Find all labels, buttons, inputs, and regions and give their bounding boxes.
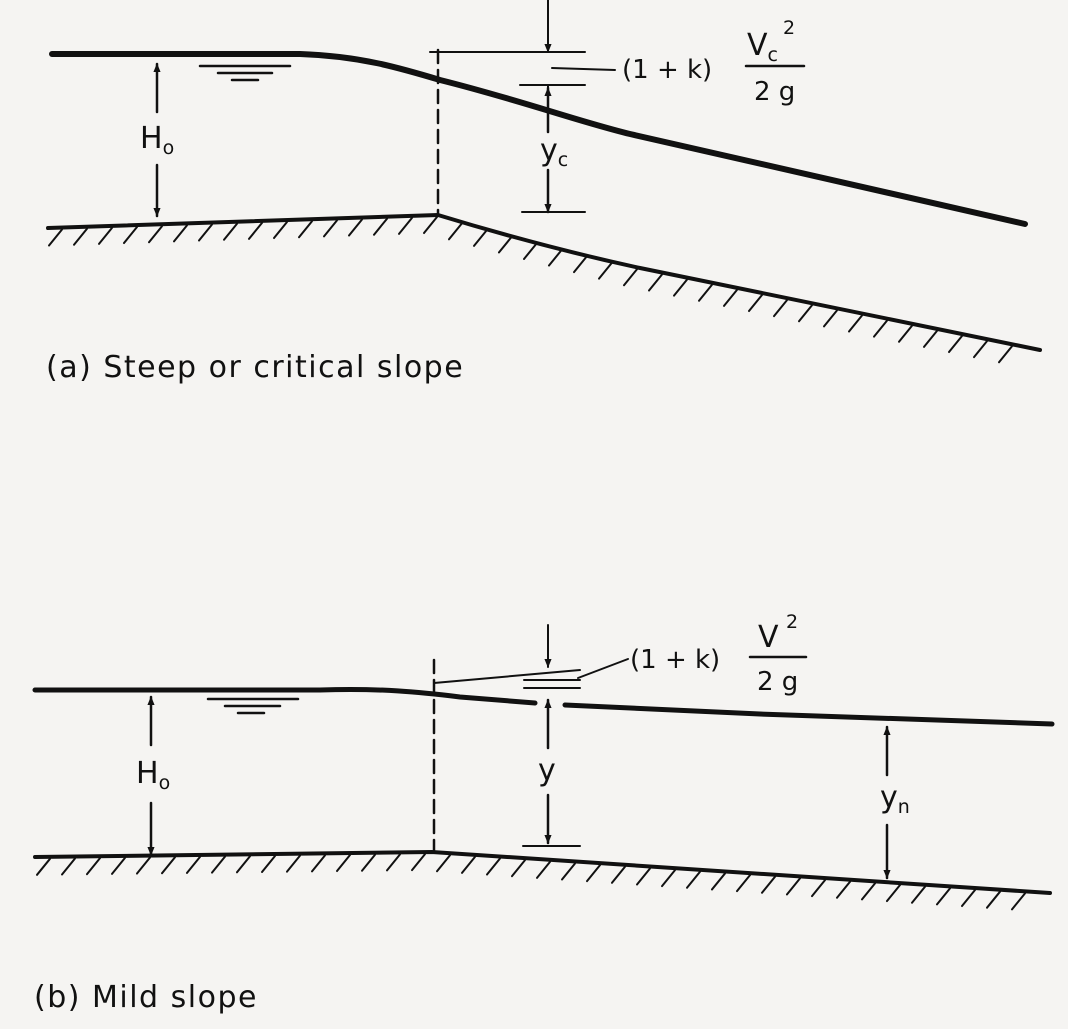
bed-hatch-mark xyxy=(424,217,437,233)
bed-hatch-mark xyxy=(637,868,650,884)
svg-text:Vc: $V_c$ xyxy=(747,28,778,66)
bed-hatch-mark xyxy=(474,230,487,246)
bed-hatch-mark xyxy=(624,269,637,285)
bed-hatch-mark xyxy=(824,310,837,326)
bed-hatch-mark xyxy=(762,877,775,893)
head-label-b: $H_o$ xyxy=(136,756,171,794)
depth-label-b: y xyxy=(538,753,556,788)
bed-hatch-mark xyxy=(649,275,662,291)
bed-hatch-mark xyxy=(924,331,937,347)
bed-hatch-mark xyxy=(512,860,525,876)
water-level-symbol-b xyxy=(208,699,298,713)
bed-hatch-mark xyxy=(449,223,462,239)
bed-hatch-mark xyxy=(949,336,962,352)
bed-hatch-mark xyxy=(787,878,800,894)
velocity-head-dimension-b xyxy=(434,625,628,688)
bed-hatch-mark xyxy=(162,857,175,873)
bed-hatch-mark xyxy=(812,880,825,896)
caption-b: (b) Mild slope xyxy=(34,980,258,1015)
bed-hatch-mark xyxy=(137,858,150,874)
bed-hatch-mark xyxy=(249,223,262,239)
bed-hatch-mark xyxy=(274,222,287,238)
bed-hatch-mark xyxy=(724,290,737,306)
velocity-head-formula-a xyxy=(622,17,804,107)
bed-hatch-mark xyxy=(349,220,362,236)
bed-hatch-mark xyxy=(362,855,375,871)
bed-hatch-mark xyxy=(849,316,862,332)
svg-text:2: 2 xyxy=(783,17,796,39)
bed-hatch-mark xyxy=(774,300,787,316)
bed-hatch-mark xyxy=(437,855,450,871)
bed-hatch-mark xyxy=(37,859,50,875)
svg-text:(1 + k): (1 + k) xyxy=(630,645,721,675)
bed-hatch-mark xyxy=(187,857,200,873)
svg-text:(1 + k): (1 + k) xyxy=(622,55,713,85)
bed-hatch-mark xyxy=(124,227,137,243)
normal-depth-label-b: $y_n$ xyxy=(880,780,910,818)
bed-hatch-mark xyxy=(462,857,475,873)
bed-hatch-mark xyxy=(412,854,425,870)
bed-hatch-mark xyxy=(99,228,112,244)
bed-hatch-mark xyxy=(837,882,850,898)
critical-depth-label-a: $y_c$ xyxy=(540,133,569,171)
bed-hatch-mark xyxy=(612,867,625,883)
bed-hatch-mark xyxy=(899,326,912,342)
bed-hatch-mark xyxy=(599,263,612,279)
bed-hatch-mark xyxy=(237,856,250,872)
bed-hatch-mark xyxy=(1012,893,1025,909)
water-level-symbol-a xyxy=(200,66,290,80)
bed-hatch-mark xyxy=(87,858,100,874)
panel-b xyxy=(34,611,1052,1015)
bed-hatch-mark xyxy=(74,229,87,245)
bed-hatch-mark xyxy=(537,862,550,878)
bed-hatch-mark xyxy=(337,855,350,871)
bed-hatch-mark xyxy=(199,225,212,241)
bed-hatch-mark xyxy=(962,890,975,906)
bed-hatch-mark xyxy=(299,221,312,237)
bed-hatch-mark xyxy=(562,863,575,879)
bed-hatch-mark xyxy=(999,346,1012,362)
bed-hatch-mark xyxy=(687,872,700,888)
bed-hatch-mark xyxy=(937,888,950,904)
bed-hatch-mark xyxy=(374,219,387,235)
bed-hatch-mark xyxy=(912,887,925,903)
head-label-a: $H_o$ xyxy=(140,121,175,159)
svg-text:2 g: 2 g xyxy=(754,77,796,107)
bed-hatch-mark xyxy=(212,857,225,873)
velocity-head-dimension-a xyxy=(430,0,615,88)
bed-hatch-mark xyxy=(749,295,762,311)
bed-hatch-mark xyxy=(874,321,887,337)
bed-hatch-mark xyxy=(674,280,687,296)
channel-bed-a xyxy=(48,215,1040,362)
bed-hatch-mark xyxy=(487,859,500,875)
bed-hatch-mark xyxy=(574,256,587,272)
bed-hatch-mark xyxy=(987,892,1000,908)
svg-text:2: 2 xyxy=(786,611,799,633)
water-surface-b-left xyxy=(35,689,535,703)
bed-hatch-mark xyxy=(312,855,325,871)
bed-hatch-mark xyxy=(174,225,187,241)
channel-bed-b xyxy=(35,852,1050,909)
bed-hatch-mark xyxy=(887,885,900,901)
bed-hatch-mark xyxy=(112,858,125,874)
bed-hatch-mark xyxy=(499,236,512,252)
water-surface-a xyxy=(52,54,1025,224)
caption-a: (a) Steep or critical slope xyxy=(46,350,465,385)
bed-hatch-mark xyxy=(287,856,300,872)
bed-hatch-mark xyxy=(799,305,812,321)
bed-hatch-mark xyxy=(149,226,162,242)
bed-hatch-mark xyxy=(224,224,237,240)
bed-hatch-mark xyxy=(699,285,712,301)
bed-hatch-mark xyxy=(262,856,275,872)
bed-hatch-mark xyxy=(712,873,725,889)
bed-hatch-mark xyxy=(62,858,75,874)
bed-hatch-mark xyxy=(862,883,875,899)
svg-text:2 g: 2 g xyxy=(757,667,799,697)
bed-hatch-mark xyxy=(387,854,400,870)
panel-a xyxy=(46,0,1040,385)
bed-hatch-mark xyxy=(549,250,562,266)
bed-hatch-mark xyxy=(587,865,600,881)
bed-hatch-mark xyxy=(324,220,337,236)
bed-hatch-mark xyxy=(399,218,412,234)
svg-text:V: V xyxy=(758,620,779,655)
bed-hatch-mark xyxy=(524,243,537,259)
bed-hatch-mark xyxy=(974,341,987,357)
bed-hatch-mark xyxy=(662,870,675,886)
bed-hatch-mark xyxy=(49,230,62,246)
water-surface-b-right xyxy=(565,705,1052,724)
velocity-head-formula-b xyxy=(630,611,806,697)
bed-hatch-mark xyxy=(737,875,750,891)
